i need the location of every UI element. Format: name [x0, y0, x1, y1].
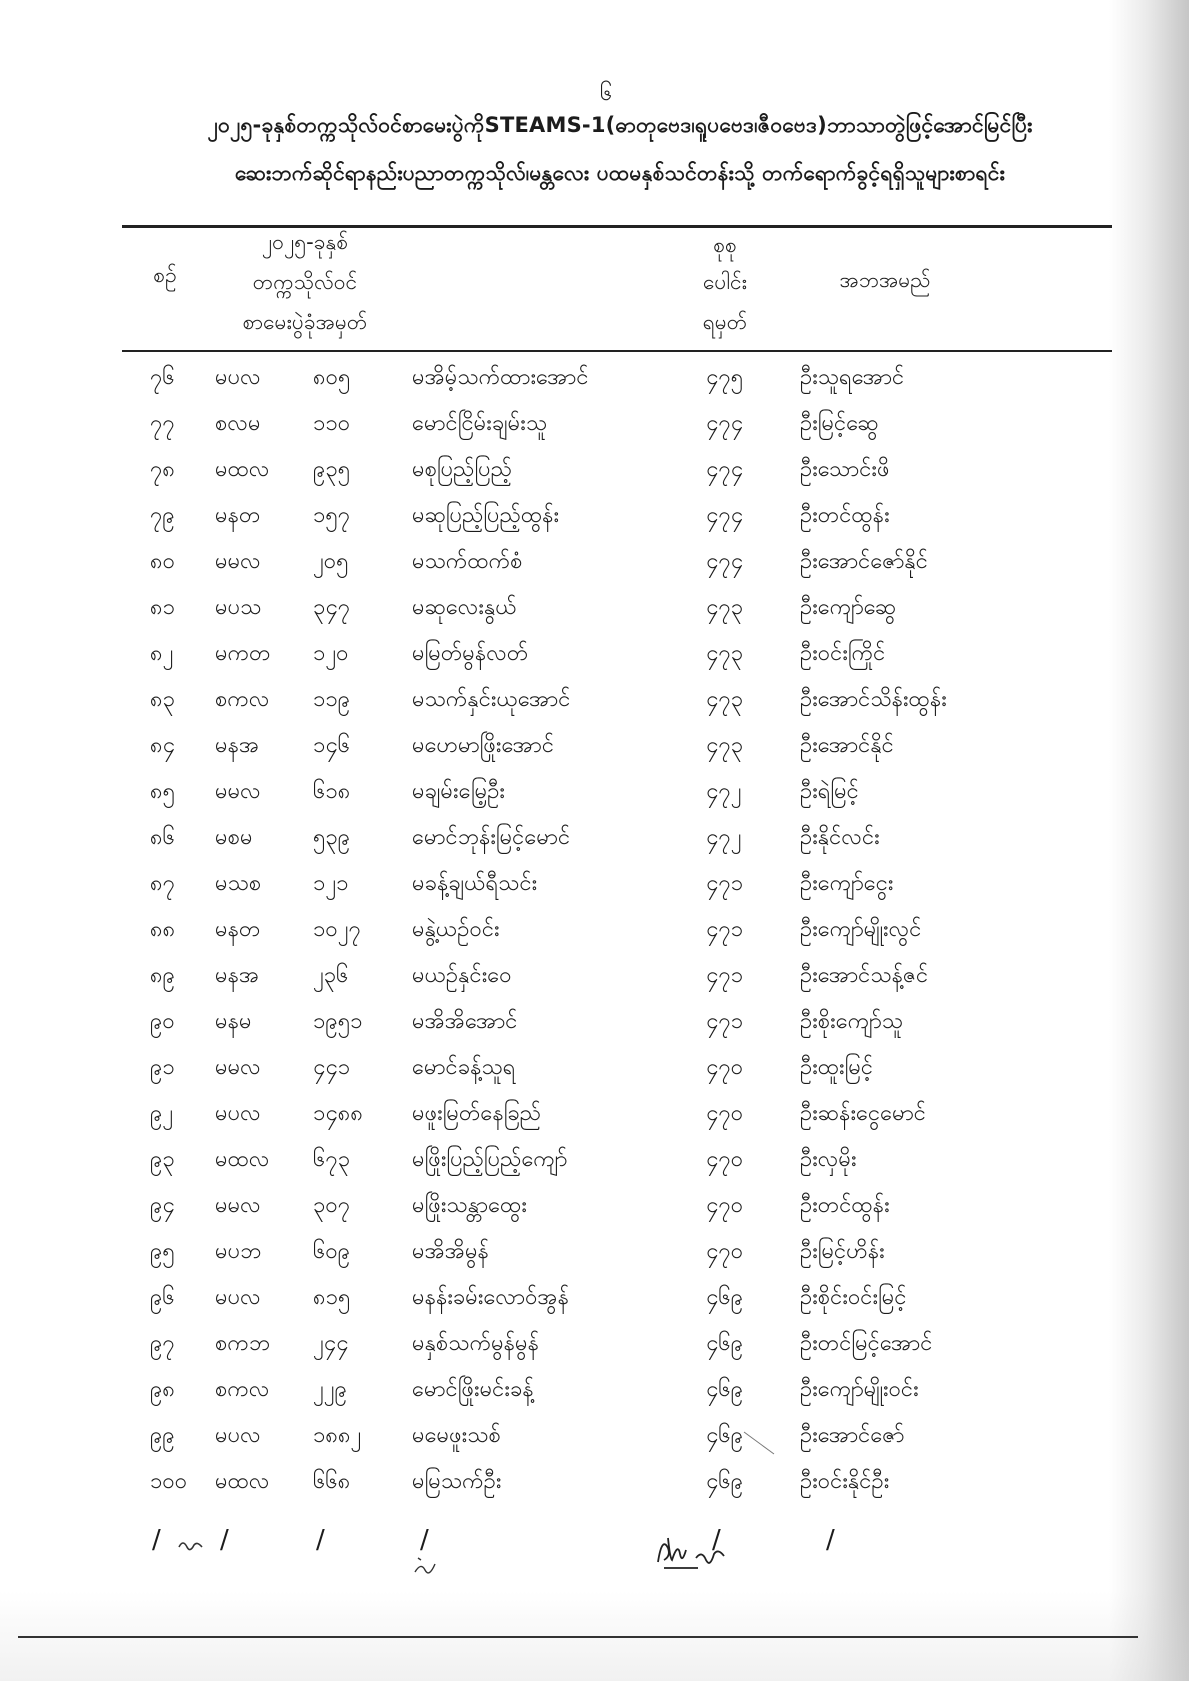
cell-serial: ၉၈ — [150, 1377, 175, 1402]
cell-total: ၄၇၀ — [706, 1055, 744, 1080]
header-total-line-2: ပေါင်း — [703, 270, 747, 294]
table-row — [0, 592, 1189, 638]
cell-code: မထလ — [215, 1147, 270, 1172]
header-exam-line-3: စာမေးပွဲခုံအမှတ် — [242, 310, 368, 334]
cell-name: မသက်နှင်းယုအောင် — [412, 687, 571, 712]
cell-serial: ၉၂ — [150, 1101, 174, 1126]
cell-name: မောင်ငြိမ်းချမ်းသူ — [412, 411, 548, 436]
cell-code: မပသ — [215, 595, 262, 620]
cell-roll: ၂၀၅ — [313, 549, 349, 574]
cell-total: ၄၇၀ — [706, 1147, 744, 1172]
header-exam-line-1: ၂၀၂၅-ခုနှစ် — [261, 230, 349, 254]
cell-name: မမြတ်မွန်လတ် — [412, 641, 529, 666]
cell-serial: ၈၇ — [150, 871, 175, 896]
table-row — [0, 454, 1189, 500]
pen-stroke — [740, 1428, 780, 1458]
cell-roll: ၈၀၅ — [313, 365, 351, 390]
cell-serial: ၇၈ — [150, 457, 175, 482]
cell-code: မပဘ — [215, 1239, 262, 1264]
cell-code: မနအ — [215, 733, 260, 758]
cell-serial: ၉၄ — [150, 1193, 175, 1218]
header-father: အဘအမည် — [839, 268, 931, 292]
cell-roll: ၃၀၇ — [313, 1193, 351, 1218]
cell-name: မယဉ်နှင်းဝေ — [412, 963, 512, 988]
cell-code: မပလ — [215, 1423, 261, 1448]
cell-name: မစုပြည့်ပြည့် — [412, 457, 512, 482]
cell-roll: ၆၀၉ — [313, 1239, 351, 1264]
cell-code: မကတ — [215, 641, 271, 666]
cell-name: မဖြိုးပြည့်ပြည့်ကျော် — [412, 1147, 568, 1172]
cell-code: မပလ — [215, 1285, 261, 1310]
cell-name: မဖြိုးသန္တာထွေး — [412, 1193, 527, 1218]
cell-code: စကလ — [215, 1377, 270, 1402]
cell-name: မောင်ဖြိုးမင်းခန့် — [412, 1377, 534, 1402]
cell-total: ၄၇၂ — [706, 779, 742, 804]
page-title-line-1: ၂၀၂၅-ခုနှစ်တက္ကသိုလ်ဝင်စာမေးပွဲကိုSTEAMS-1(ဓာတုဗေဒ၊ရူပဗေဒ၊ဇီဝဗေဒ)ဘာသာတွဲဖြင့်အောင်မြင်ပြီး — [207, 113, 1033, 137]
cell-serial: ၉၁ — [150, 1055, 175, 1080]
cell-code: မပလ — [215, 1101, 261, 1126]
header-total-line-3: ရမှတ် — [702, 310, 748, 334]
cell-serial: ၈၄ — [150, 733, 175, 758]
cell-roll: ၄၄၁ — [313, 1055, 351, 1080]
cell-father: ဦးဝင်းကြိုင် — [800, 641, 886, 666]
cell-code: မသစ — [215, 871, 262, 896]
cell-total: ၄၇၂ — [706, 825, 742, 850]
cell-father: ဦးတင်ထွန်း — [800, 503, 890, 528]
table-row — [0, 1236, 1189, 1282]
cell-roll: ၁၉၅၁ — [313, 1009, 363, 1034]
cell-roll: ၅၃၉ — [313, 825, 351, 850]
cell-name: မချမ်းမြေ့ဦး — [412, 779, 506, 804]
cell-code: မနတ — [215, 503, 261, 528]
cell-father: ဦးကျော်မျိုးလွင် — [800, 917, 922, 942]
cell-serial: ၇၇ — [150, 411, 175, 436]
cell-total: ၄၇၄ — [706, 549, 744, 574]
cell-father: ဦးသူရအောင် — [800, 365, 905, 390]
cell-code: မမလ — [215, 1193, 261, 1218]
cell-father: ဦးဆန်းငွေမောင် — [800, 1101, 926, 1126]
cell-total: ၄၇၄ — [706, 457, 744, 482]
cell-father: ဦးအောင်ဇော်နိုင် — [800, 549, 928, 574]
cell-father: ဦးစိုင်းဝင်းမြင့် — [800, 1285, 907, 1310]
table-row — [0, 776, 1189, 822]
cell-total: ၄၇၁ — [706, 917, 744, 942]
table-row — [0, 1374, 1189, 1420]
cell-total: ၄၆၉ — [706, 1331, 744, 1356]
table-row — [0, 1420, 1189, 1466]
tick-mark: / — [826, 1525, 835, 1555]
table-row — [0, 500, 1189, 546]
tick-mark: / — [420, 1525, 429, 1555]
cell-roll: ၉၃၅ — [313, 457, 351, 482]
cell-roll: ၁၄၈၈ — [313, 1101, 363, 1126]
cell-father: ဦးအောင်သန့်ဇင် — [800, 963, 929, 988]
cell-serial: ၇၉ — [150, 503, 175, 528]
cell-serial: ၈၀ — [150, 549, 175, 574]
cell-name: မသက်ထက်စံ — [412, 549, 523, 574]
cell-name: မဖူးမြတ်နေခြည် — [412, 1101, 542, 1126]
cell-serial: ၉၆ — [150, 1285, 175, 1310]
table-row — [0, 960, 1189, 1006]
cell-serial: ၈၆ — [150, 825, 175, 850]
cell-serial: ၈၃ — [150, 687, 175, 712]
header-total-line-1: စုစု — [713, 233, 737, 257]
cell-roll: ၆၆၈ — [313, 1469, 351, 1494]
table-row — [0, 362, 1189, 408]
cell-roll: ၃၄၇ — [313, 595, 351, 620]
page-number: ၆ — [600, 81, 613, 106]
cell-roll: ၂၂၉ — [313, 1377, 347, 1402]
cell-name: မမေဖူးသစ် — [412, 1423, 501, 1448]
cell-name: မဆုလေးနွယ် — [412, 595, 517, 620]
cell-name: မဟေမာဖြိုးအောင် — [412, 733, 555, 758]
cell-total: ၄၇၀ — [706, 1101, 744, 1126]
cell-name: မောင်ခန့်သူရ — [412, 1055, 516, 1080]
cell-serial: ၉၅ — [150, 1239, 175, 1264]
cell-serial: ၈၂ — [150, 641, 174, 666]
cell-total: ၄၇၃ — [706, 595, 744, 620]
cell-father: ဦးမြင့်ဟိန်း — [800, 1239, 885, 1264]
cell-total: ၄၇၀ — [706, 1239, 744, 1264]
cell-serial: ၈၁ — [150, 595, 175, 620]
cell-name: မမြသက်ဦး — [412, 1469, 502, 1494]
cell-father: ဦးဝင်းနိုင်ဦး — [800, 1469, 890, 1494]
cell-code: မထလ — [215, 1469, 270, 1494]
cell-serial: ၇၆ — [150, 365, 175, 390]
tick-mark: / — [220, 1525, 229, 1555]
cell-serial: ၉၀ — [150, 1009, 175, 1034]
cell-name: မနန်းခမ်းလောဝ်အွန် — [412, 1285, 570, 1310]
table-row — [0, 684, 1189, 730]
cell-total: ၄၇၁ — [706, 963, 744, 988]
cell-father: ဦးနိုင်လင်း — [800, 825, 880, 850]
cell-roll: ၁၈၈၂ — [313, 1423, 362, 1448]
cell-code: မထလ — [215, 457, 270, 482]
cell-serial: ၈၅ — [150, 779, 175, 804]
cell-father: ဦးမြင့်ဆွေ — [800, 411, 879, 436]
table-row — [0, 822, 1189, 868]
cell-father: ဦးစိုးကျော်သူ — [800, 1009, 904, 1034]
table-row — [0, 546, 1189, 592]
cell-total: ၄၆၉ — [706, 1469, 744, 1494]
cell-total: ၄၇၁ — [706, 871, 744, 896]
cell-father: ဦးအောင်ဇော် — [800, 1423, 905, 1448]
table-row — [0, 1328, 1189, 1374]
cell-father: ဦးရဲမြင့် — [800, 779, 859, 804]
cell-roll: ၁၂၁ — [313, 871, 349, 896]
cell-roll: ၁၅၇ — [313, 503, 351, 528]
cell-father: ဦးတင်ထွန်း — [800, 1193, 890, 1218]
table-row — [0, 638, 1189, 684]
table-row — [0, 1098, 1189, 1144]
cell-total: ၄၆၉ — [706, 1285, 744, 1310]
header-bottom-rule — [122, 350, 1112, 352]
tick-mark: / — [152, 1525, 161, 1555]
cell-code: မနအ — [215, 963, 260, 988]
cell-roll: ၁၀၂၇ — [313, 917, 361, 942]
cell-name: မောင်ဘုန်းမြင့်မောင် — [412, 825, 571, 850]
cell-serial: ၈၈ — [150, 917, 176, 942]
cell-roll: ၈၁၅ — [313, 1285, 351, 1310]
cell-code: မမလ — [215, 549, 261, 574]
cell-total: ၄၇၅ — [706, 365, 744, 390]
cell-total: ၄၇၄ — [706, 411, 744, 436]
cell-roll: ၂၄၄ — [313, 1331, 349, 1356]
cell-father: ဦးကျော်မျိုးဝင်း — [800, 1377, 919, 1402]
header-serial: စဉ် — [153, 263, 177, 287]
cell-code: မစမ — [215, 825, 253, 850]
table-row — [0, 1466, 1189, 1512]
cell-name: မဆုပြည့်ပြည့်ထွန်း — [412, 503, 560, 528]
cell-name: မအိအိအောင် — [412, 1009, 518, 1034]
cell-father: ဦးအောင်သိန်းထွန်း — [800, 687, 947, 712]
cell-name: မအိမ့်သက်ထားအောင် — [412, 365, 589, 390]
cell-roll: ၁၂၀ — [313, 641, 349, 666]
table-row — [0, 1190, 1189, 1236]
cell-serial: ၉၃ — [150, 1147, 175, 1172]
table-row — [0, 408, 1189, 454]
cell-serial: ၉၉ — [150, 1423, 175, 1448]
cell-roll: ၆၇၃ — [313, 1147, 351, 1172]
initials-signature — [410, 1552, 440, 1582]
cell-total: ၄၇၄ — [706, 503, 744, 528]
table-row — [0, 914, 1189, 960]
cell-code: မနမ — [215, 1009, 252, 1034]
cell-roll: ၂၃၆ — [313, 963, 349, 988]
header-exam-line-2: တက္ကသိုလ်ဝင် — [252, 270, 358, 294]
initials-signature — [176, 1535, 206, 1555]
cell-father: ဦးကျော်ငွေး — [800, 871, 894, 896]
table-row — [0, 730, 1189, 776]
cell-serial: ၉၇ — [150, 1331, 175, 1356]
cell-father: ဦးလှမိုး — [800, 1147, 857, 1172]
cell-total: ၄၇၁ — [706, 1009, 744, 1034]
table-row — [0, 868, 1189, 914]
table-row — [0, 1006, 1189, 1052]
cell-code: စကဘ — [215, 1331, 271, 1356]
cell-code: မပလ — [215, 365, 261, 390]
cell-roll: ၁၁၉ — [313, 687, 351, 712]
tick-mark: / — [712, 1525, 721, 1555]
cell-name: မနှစ်သက်မွန်မွန် — [412, 1331, 540, 1356]
cell-total: ၄၆၉ — [706, 1377, 744, 1402]
cell-serial: ၈၉ — [150, 963, 175, 988]
table-row — [0, 1144, 1189, 1190]
cell-code: မနတ — [215, 917, 261, 942]
cell-total: ၄၇၃ — [706, 641, 744, 666]
table-row — [0, 1052, 1189, 1098]
table-row — [0, 1282, 1189, 1328]
cell-name: မခန့်ချယ်ရီသင်း — [412, 871, 538, 896]
cell-father: ဦးအောင်နိုင် — [800, 733, 894, 758]
cell-code: မမလ — [215, 1055, 261, 1080]
cell-name: မနွဲ့ယဉ်ဝင်း — [412, 917, 500, 942]
cell-code: မမလ — [215, 779, 261, 804]
cell-father: ဦးသောင်းဖိ — [800, 457, 890, 482]
handwritten-signature — [652, 1528, 732, 1578]
cell-name: မအိအိမွန် — [412, 1239, 489, 1264]
cell-total: ၄၇၃ — [706, 687, 744, 712]
cell-roll: ၁၄၆ — [313, 733, 351, 758]
cell-total: ၄၆၉ — [706, 1423, 744, 1448]
cell-total: ၄၇၀ — [706, 1193, 744, 1218]
cell-father: ဦးထူးမြင့် — [800, 1055, 874, 1080]
cell-serial: ၁၀၀ — [150, 1469, 188, 1494]
cell-total: ၄၇၃ — [706, 733, 744, 758]
cell-code: စကလ — [215, 687, 270, 712]
page-title-line-2: ဆေးဘက်ဆိုင်ရာနည်းပညာတက္ကသိုလ်၊မန္တလေး ပထမနှစ်သင်တန်းသို့ တက်ရောက်ခွင့်ရရှိသူများစာရင်း — [235, 161, 1005, 185]
cell-code: စလမ — [215, 411, 261, 436]
tick-mark: / — [316, 1525, 325, 1555]
cell-father: ဦးတင်မြင့်အောင် — [800, 1331, 933, 1356]
footer-rule — [18, 1636, 1138, 1638]
cell-father: ဦးကျော်ဆွေ — [800, 595, 897, 620]
cell-roll: ၆၁၈ — [313, 779, 351, 804]
cell-roll: ၁၁၀ — [313, 411, 351, 436]
